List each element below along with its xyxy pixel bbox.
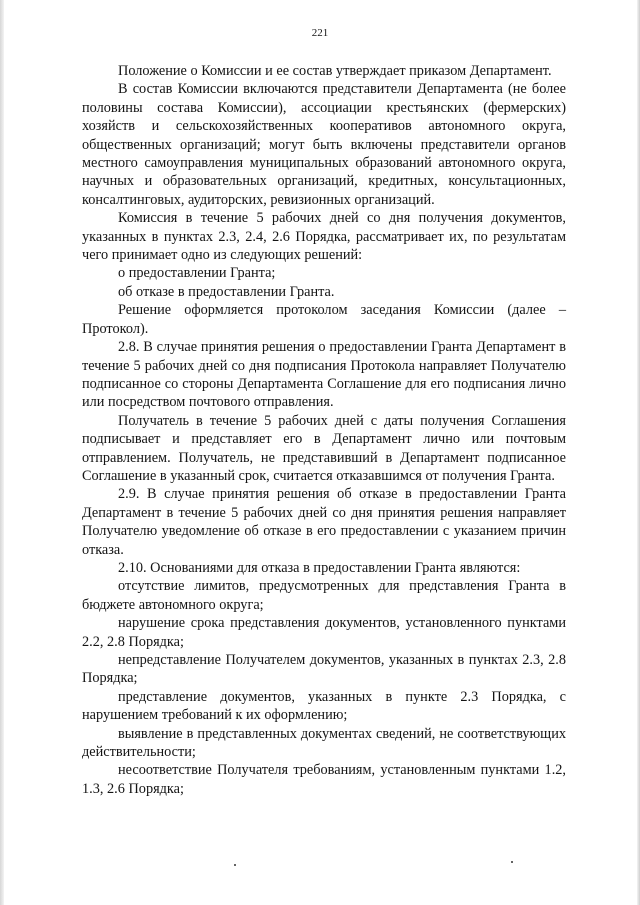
paragraph-2-9: 2.9. В случае принятия решения об отказе в предоставлении Гранта Департамент в течение 5 рабочих дней со дня принятия решения направляет Получателю уведомление об отказе в его предоставлении с указанием причин отказа. [82, 486, 566, 558]
paragraph-decision-grant: о предоставлении Гранта; [118, 265, 276, 282]
paragraph-2-10: 2.10. Основаниями для отказа в предоставлении Гранта являются: [118, 559, 521, 576]
paragraph-protocol: Решение оформляется протоколом заседания Комиссии (далее – Протокол). [82, 302, 566, 337]
scan-speck [234, 864, 236, 866]
document-body [82, 62, 566, 798]
refusal-reason-deadline: нарушение срока представления документов, установленного пунктами 2.2, 2.8 Порядка; [82, 615, 566, 650]
paragraph-commission-approval: Положение о Комиссии и ее состав утверждает приказом Департамент. [118, 63, 552, 79]
paragraph-decision-refusal: об отказе в предоставлении Гранта. [118, 283, 335, 300]
paragraph-2-8: 2.8. В случае принятия решения о предоставлении Гранта Департамент в течение 5 рабочих дней со дня подписания Протокола направляет Получателю подписанное со стороны Департамента Соглашение для его подписания лично или посредством почтового отправления. [82, 339, 566, 411]
paragraph-recipient-signing: Получатель в течение 5 рабочих дней с даты получения Соглашения подписывает и представляет его в Департамент лично или почтовым отправлением. Получатель, не представивший в Департамент подписанное Соглашение в указанный срок, считается отказавшимся от получения Гранта. [82, 412, 566, 484]
refusal-reason-missing-documents: непредставление Получателем документов, указанных в пунктах 2.3, 2.8 Порядка; [82, 652, 566, 687]
scan-speck [511, 861, 513, 863]
paragraph-commission-review: Комиссия в течение 5 рабочих дней со дня получения документов, указанных в пунктах 2.3, 2.4, 2.6 Порядка, рассматривает их, по результатам чего принимает одно из следующих решений: [82, 210, 566, 264]
page-number: 221 [311, 27, 329, 39]
refusal-reason-formatting: представление документов, указанных в пункте 2.3 Порядка, с нарушением требований к их оформлению; [82, 688, 566, 724]
paragraph-commission-members: В состав Комиссии включаются представители Департамента (не более половины состава Комиссии), ассоциации крестьянских (фермерских) хозяйств и сельскохозяйственных кооперативов автономного округа, общественных организаций; могут быть включены представители органов местного самоуправления муниципальных образований автономного округа, научных и образовательных организаций, кредитных, консультационных, консалтинговых, аудиторских, ревизионных организаций. [82, 81, 566, 208]
refusal-reason-limits: отсутствие лимитов, предусмотренных для представления Гранта в бюджете автономного округа; [82, 578, 566, 613]
refusal-reason-false-info: выявление в представленных документах сведений, не соответствующих действительности; [82, 725, 566, 761]
scan-edge-left [0, 0, 4, 905]
refusal-reason-noncompliance: несоответствие Получателя требованиям, установленным пунктами 1.2, 1.3, 2.6 Порядка; [82, 762, 566, 797]
